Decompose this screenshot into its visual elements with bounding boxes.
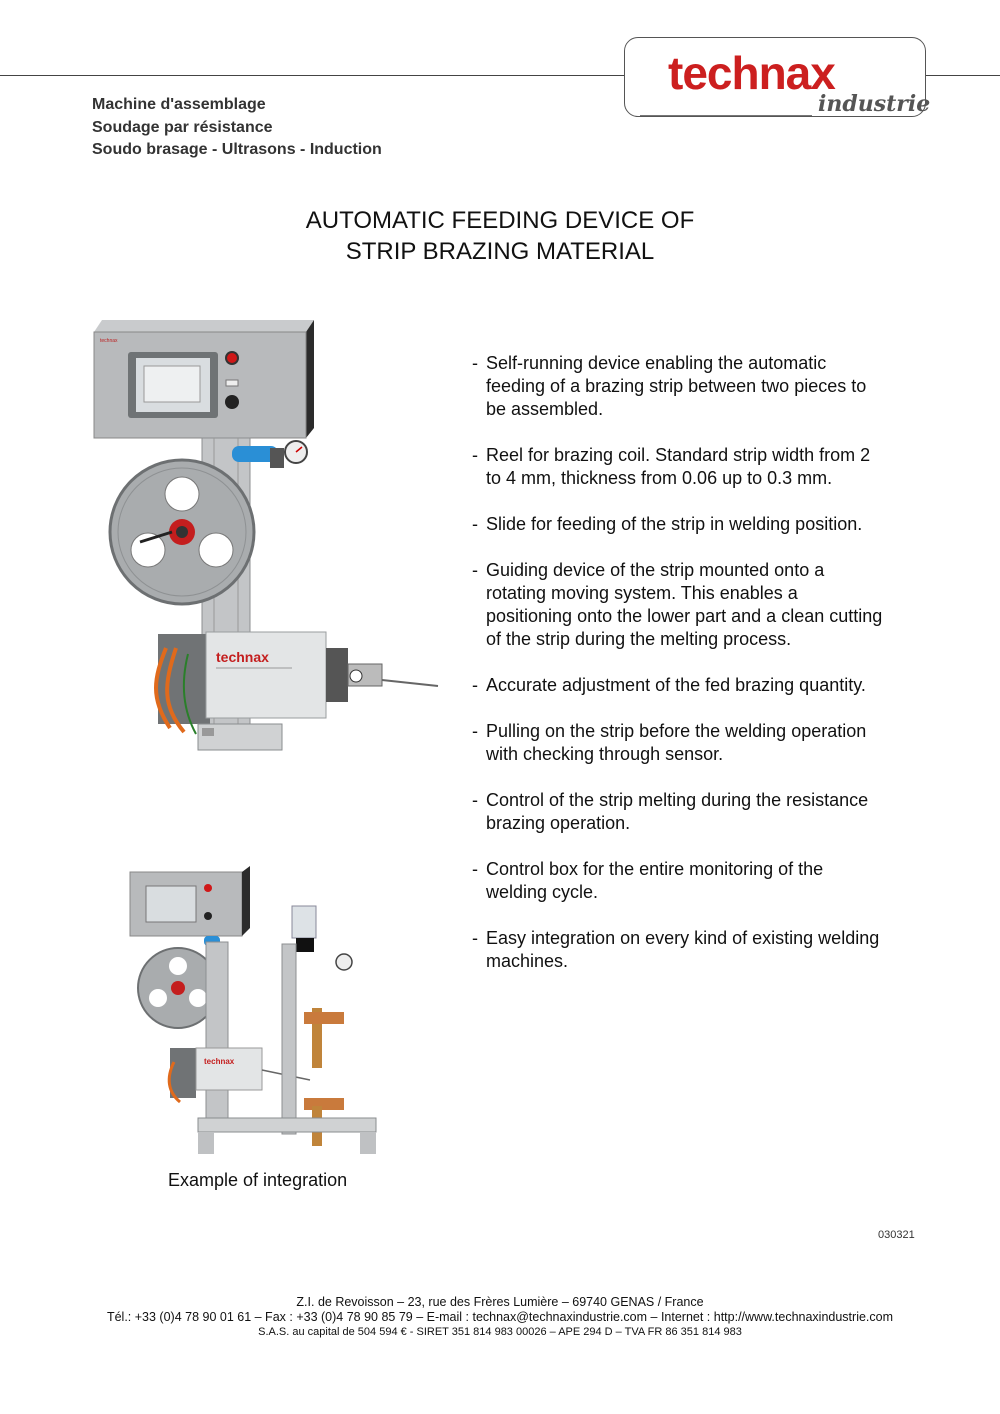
feature-line: positioning onto the lower part and a clean cutting: [486, 606, 883, 626]
feature-line: Accurate adjustment of the fed brazing quantity.: [486, 675, 866, 695]
logo-underline: [640, 115, 812, 116]
feature-item: [472, 559, 952, 651]
panel-brand-text: technax: [216, 649, 269, 665]
feature-line: feeding of a brazing strip between two pieces to: [486, 376, 867, 396]
bullet-dash: -: [472, 560, 478, 580]
image-caption: Example of integration: [168, 1170, 348, 1190]
document-number: 030321: [878, 1229, 915, 1241]
logo-subtitle: industrie: [818, 91, 931, 117]
feature-line: of the strip during the melting process.: [486, 629, 792, 649]
bullet-dash: -: [472, 928, 478, 948]
footer-phone-email: Tél.: +33 (0)4 78 90 01 61 – Fax : +33 (0)4 78 90 85 79 – E-mail : technax@technaxindustrie.com – Internet : http://www.technaxindustrie.com: [106, 1310, 894, 1324]
page-title: [0, 205, 1000, 267]
feeder-device-photo: [92, 318, 442, 758]
title-line-2: STRIP BRAZING MATERIAL: [345, 238, 655, 265]
integration-photo: [120, 862, 390, 1158]
header-rule-right: [924, 75, 1000, 76]
box-label: technax: [100, 338, 118, 344]
feature-item: [472, 513, 952, 536]
bullet-dash: -: [472, 514, 478, 534]
feature-line: to 4 mm, thickness from 0.06 up to 0.3 mm.: [486, 468, 833, 488]
feature-line: with checking through sensor.: [486, 744, 724, 764]
bullet-dash: -: [472, 353, 478, 373]
bullet-dash: -: [472, 859, 478, 879]
feature-item: [472, 720, 952, 766]
feature-item: [472, 927, 952, 973]
bullet-dash: -: [472, 675, 478, 695]
feature-line: Control of the strip melting during the resistance: [486, 790, 869, 810]
logo-brand: technax: [668, 47, 835, 99]
feature-line: Guiding device of the strip mounted onto a: [486, 560, 825, 580]
header-line-3: Soudo brasage - Ultrasons - Induction: [92, 141, 382, 158]
header-tagline: [92, 94, 382, 162]
feature-line: welding cycle.: [486, 882, 599, 902]
footer-contact: [0, 1295, 1000, 1340]
feature-line: Reel for brazing coil. Standard strip width from 2: [486, 445, 871, 465]
title-line-1: AUTOMATIC FEEDING DEVICE OF: [305, 207, 695, 234]
feature-line: be assembled.: [486, 399, 604, 419]
feature-line: Control box for the entire monitoring of the: [486, 859, 824, 879]
feature-line: Pulling on the strip before the welding operation: [486, 721, 867, 741]
feature-list: [472, 352, 952, 996]
feature-item: [472, 352, 952, 421]
feature-line: Self-running device enabling the automatic: [486, 353, 827, 373]
feature-item: [472, 444, 952, 490]
header-rule-left: [0, 75, 625, 76]
header-line-1: Machine d'assemblage: [92, 96, 266, 113]
feature-item: [472, 858, 952, 904]
footer-address: Z.I. de Revoisson – 23, rue des Frères Lumière – 69740 GENAS / France: [296, 1295, 704, 1309]
bullet-dash: -: [472, 721, 478, 741]
panel-brand-text-2: technax: [204, 1057, 235, 1066]
feature-line: Easy integration on every kind of existing welding: [486, 928, 880, 948]
feature-line: brazing operation.: [486, 813, 631, 833]
feature-line: machines.: [486, 951, 569, 971]
feature-item: [472, 789, 952, 835]
footer-legal: S.A.S. au capital de 504 594 € - SIRET 351 814 983 00026 – APE 294 D – TVA FR 86 351 814 983: [258, 1326, 742, 1338]
bullet-dash: -: [472, 445, 478, 465]
feature-item: [472, 674, 952, 697]
feature-line: rotating moving system. This enables a: [486, 583, 798, 603]
header-line-2: Soudage par résistance: [92, 118, 273, 136]
bullet-dash: -: [472, 790, 478, 810]
feature-line: Slide for feeding of the strip in welding position.: [486, 514, 863, 534]
